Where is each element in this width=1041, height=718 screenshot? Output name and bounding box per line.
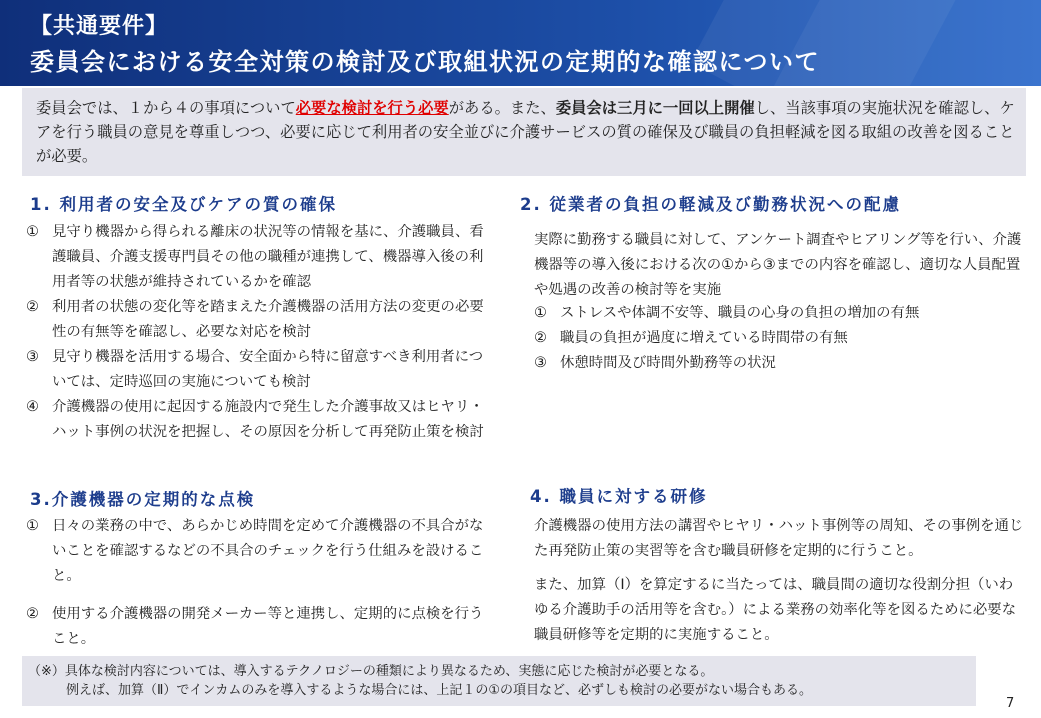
section-3-title: 3.介護機器の定期的な点検 bbox=[30, 490, 256, 509]
item-text: 職員の負担が過度に増えている時間帯の有無 bbox=[560, 330, 848, 346]
list-item bbox=[26, 514, 494, 589]
item-text: 休憩時間及び時間外勤務等の状況 bbox=[560, 355, 776, 371]
section-2-intro: 実際に勤務する職員に対して、アンケート調査やヒアリング等を行い、介護機器等の導入後における次の①から③までの内容を確認し、適切な人員配置や処遇の改善の検討等を実施 bbox=[534, 232, 1022, 298]
item-number: ② bbox=[534, 330, 547, 346]
item-text: ストレスや体調不安等、職員の心身の負担の増加の有無 bbox=[560, 305, 920, 321]
page-title: 委員会における安全対策の検討及び取組状況の定期的な確認について bbox=[30, 48, 821, 76]
footnote-line-2: 例えば、加算（Ⅱ）でインカムのみを導入するような場合には、上記１の①の項目など、必ずしも検討の必要がない場合もある。 bbox=[66, 683, 813, 698]
item-text: 利用者の状態の変化等を踏まえた介護機器の活用方法の変更の必要性の有無等を確認し、必要な対応を検討 bbox=[52, 299, 484, 340]
section-4-paragraph-2: また、加算（Ⅰ）を算定するに当たっては、職員間の適切な役割分担（いわゆる介護助手の活用等を含む。）による業務の効率化等を図るために必要な職員研修等を定期的に実施すること。 bbox=[534, 577, 1017, 643]
item-number: ④ bbox=[26, 399, 39, 415]
section-4-title: 4. 職員に対する研修 bbox=[530, 487, 708, 506]
item-number: ② bbox=[26, 606, 39, 622]
section-4-paragraph-1: 介護機器の使用方法の講習やヒヤリ・ハット事例等の周知、その事例を通じた再発防止策の実習等を含む職員研修を定期的に行うこと。 bbox=[534, 518, 1024, 559]
intro-text-part: がある。また、 bbox=[448, 99, 556, 117]
list-item bbox=[26, 345, 494, 395]
title-banner bbox=[0, 0, 1041, 86]
item-number: ③ bbox=[26, 349, 39, 365]
footnote-box bbox=[22, 656, 976, 706]
section-1-list bbox=[26, 220, 494, 445]
intro-emphasis-red: 必要な検討を行う必要 bbox=[295, 99, 449, 117]
footnote-line-1: （※）具体な検討内容については、導入するテクノロジーの種類により異なるため、実態に応じた検討が必要となる。 bbox=[28, 664, 714, 679]
item-text: 使用する介護機器の開発メーカー等と連携し、定期的に点検を行うこと。 bbox=[52, 606, 484, 647]
list-item bbox=[534, 351, 1024, 376]
list-item bbox=[26, 395, 494, 445]
section-2-title: 2. 従業者の負担の軽減及び勤務状況への配慮 bbox=[520, 195, 901, 214]
intro-text bbox=[36, 96, 1016, 168]
list-item bbox=[534, 326, 1024, 351]
section-2-list bbox=[534, 301, 1024, 376]
page-number: 7 bbox=[1006, 696, 1015, 711]
item-text: 介護機器の使用に起因する施設内で発生した介護事故又はヒヤリ・ハット事例の状況を把握し、その原因を分析して再発防止策を検討 bbox=[52, 399, 484, 440]
list-item bbox=[26, 602, 494, 652]
item-text: 見守り機器から得られる離床の状況等の情報を基に、介護職員、看護職員、介護支援専門員その他の職種が連携して、機器導入後の利用者等の状態が維持されているかを確認 bbox=[52, 224, 484, 290]
item-text: 日々の業務の中で、あらかじめ時間を定めて介護機器の不具合がないことを確認するなどの不具合のチェックを行う仕組みを設けること。 bbox=[52, 518, 484, 584]
section-1-title: 1. 利用者の安全及びケアの質の確保 bbox=[30, 195, 337, 214]
intro-text-part: 委員会では、１から４の事項について bbox=[36, 99, 296, 117]
item-text: 見守り機器を活用する場合、安全面から特に留意すべき利用者については、定時巡回の実施についても検討 bbox=[52, 349, 484, 390]
list-item bbox=[26, 220, 494, 295]
list-item bbox=[534, 301, 1024, 326]
intro-emphasis-bold: 委員会は三月に一回以上開催 bbox=[555, 99, 755, 117]
section-3-list bbox=[26, 514, 494, 652]
intro-text-part: し、当該事項の実施状況を確認し、ケアを行う職員の意見を尊重しつつ、必要に応じて利用者の安全並びに介護サービスの質の確保及び職員の負担軽減を図る取組の改善を図ることが必要。 bbox=[36, 99, 1015, 165]
list-item bbox=[26, 295, 494, 345]
item-number: ② bbox=[26, 299, 39, 315]
banner-tag: 【共通要件】 bbox=[30, 14, 169, 39]
item-number: ① bbox=[26, 224, 39, 240]
item-number: ① bbox=[534, 305, 547, 321]
item-number: ① bbox=[26, 518, 39, 534]
intro-box bbox=[22, 88, 1026, 176]
item-number: ③ bbox=[534, 355, 547, 371]
